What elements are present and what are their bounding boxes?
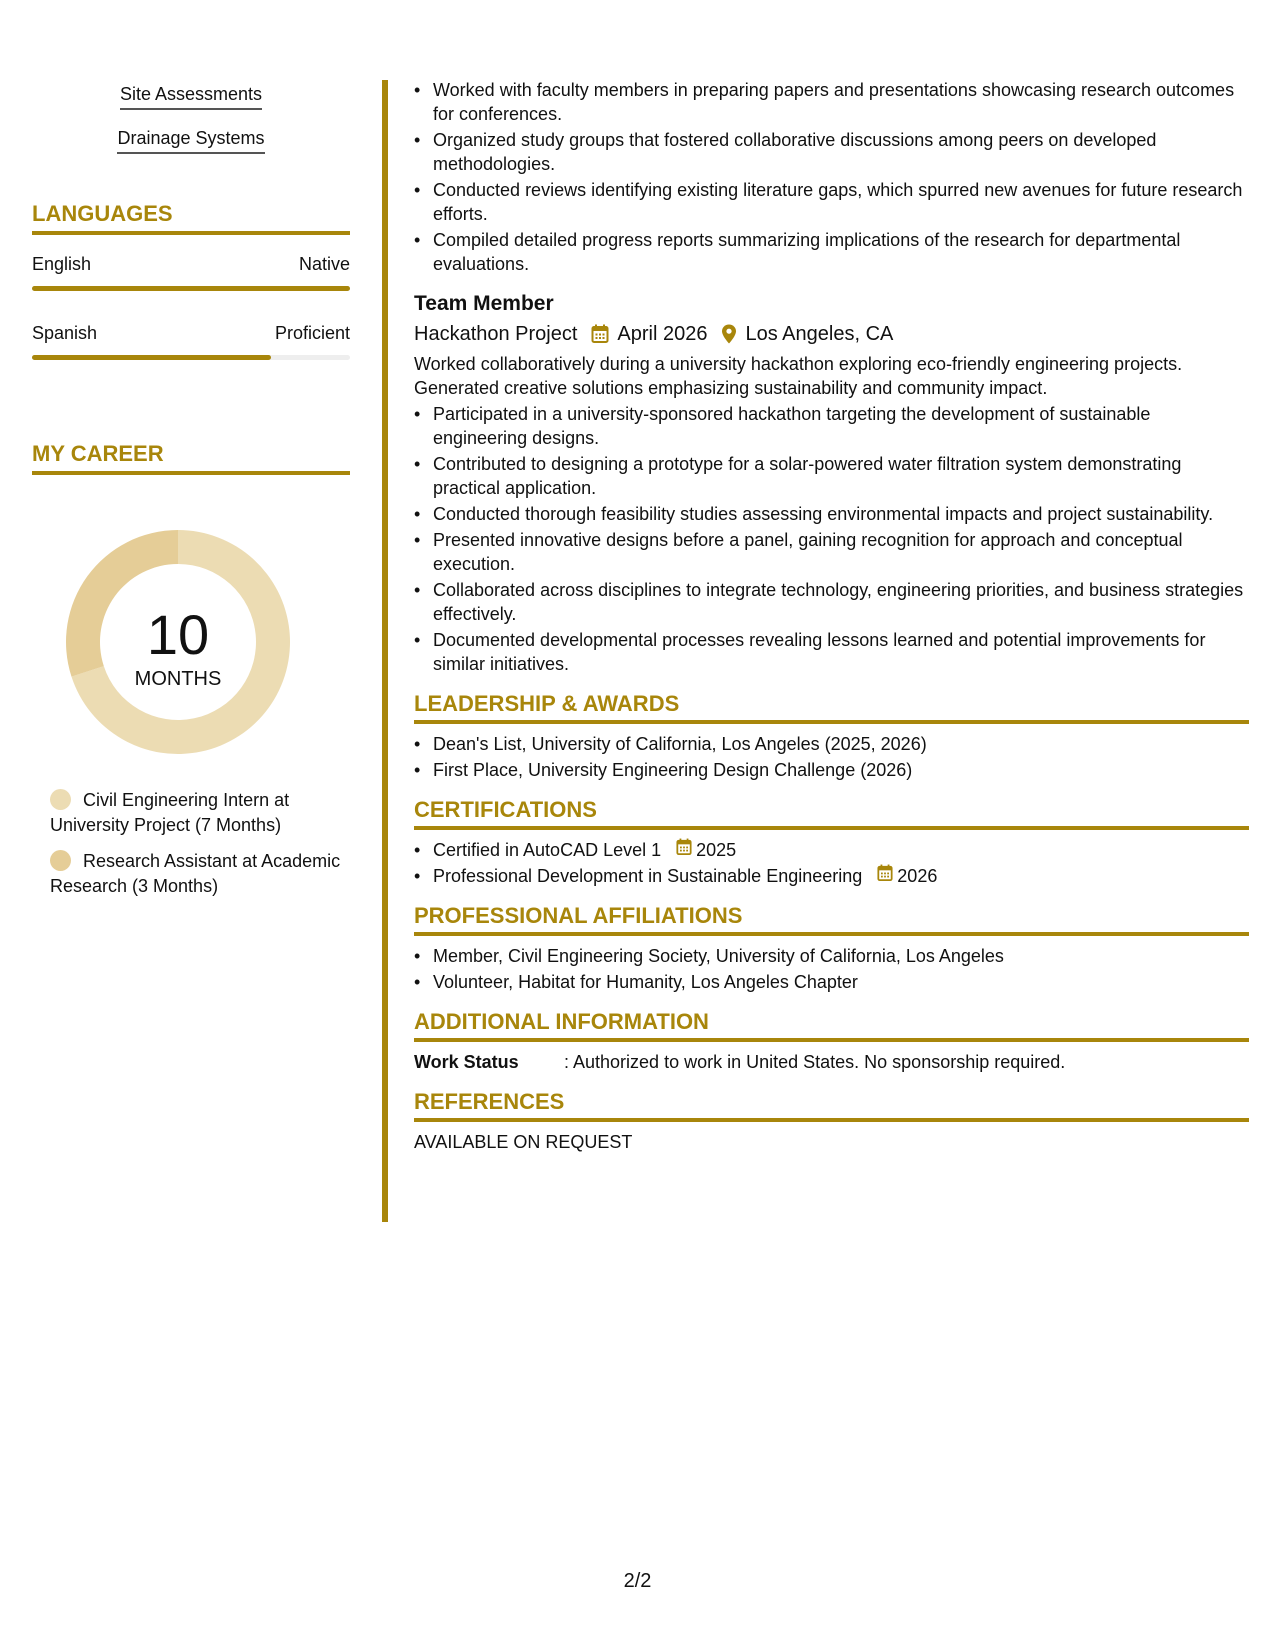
legend-label: Research Assistant at Academic Research (3 Months): [50, 851, 341, 896]
job-org: Hackathon Project: [414, 323, 578, 345]
job-meta: [414, 322, 1249, 346]
language-level: Native: [298, 254, 350, 274]
certification-date: 2025: [696, 840, 737, 860]
legend-dot: [50, 789, 71, 810]
skill-item: Site Assessments: [120, 84, 262, 110]
previous-job-bullets: [414, 78, 1249, 276]
certification-name: Professional Development in Sustainable Engineering: [433, 866, 863, 886]
job-date: April 2026: [617, 323, 708, 345]
skills-list: [32, 84, 350, 172]
skill-item: Drainage Systems: [117, 128, 264, 154]
additional-info-heading: ADDITIONAL INFORMATION: [414, 1010, 1249, 1042]
certifications-list: [414, 838, 1249, 888]
language-bar-fill: [32, 286, 350, 291]
career-unit: MONTHS: [134, 668, 222, 690]
affiliation-item: • Member, Civil Engineering Society, University of California, Los Angeles: [433, 944, 1249, 968]
job-summary: Worked collaboratively during a university hackathon exploring eco-friendly engineering projects. Generated creative solutions emphasizing sustainability and community impact.: [414, 354, 1183, 398]
job-bullets: [414, 402, 1249, 676]
bullet-item: • Compiled detailed progress reports summarizing implications of the research for departmental evaluations.: [433, 228, 1249, 276]
work-status-value: : Authorized to work in United States. No sponsorship required.: [564, 1052, 1066, 1072]
bullet-item: • Collaborated across disciplines to integrate technology, engineering priorities, and business strategies effectively.: [433, 578, 1249, 626]
legend-dot: [50, 850, 71, 871]
legend-label: Civil Engineering Intern at University Project (7 Months): [50, 790, 290, 835]
job-location: Los Angeles, CA: [745, 323, 894, 345]
bullet-item: • Documented developmental processes revealing lessons learned and potential improvements for similar initiatives.: [433, 628, 1249, 676]
bullet-item: • Contributed to designing a prototype for a solar-powered water filtration system demonstrating practical application.: [433, 452, 1249, 500]
career-total: 10: [146, 603, 210, 666]
award-item: • Dean's List, University of California, Los Angeles (2025, 2026): [433, 732, 1249, 756]
bullet-item: • Organized study groups that fostered collaborative discussions among peers on developed methodologies.: [433, 128, 1249, 176]
language-bar: [32, 286, 350, 291]
calendar-icon: [676, 838, 696, 862]
certification-date: 2026: [897, 866, 938, 886]
language-bar-fill: [32, 355, 271, 360]
bullet-item: • Conducted reviews identifying existing literature gaps, which spurred new avenues for future research efforts.: [433, 178, 1249, 226]
leadership-list: [414, 732, 1249, 782]
calendar-icon: [877, 864, 897, 888]
affiliation-item: • Volunteer, Habitat for Humanity, Los Angeles Chapter: [433, 970, 1249, 994]
affiliations-heading: PROFESSIONAL AFFILIATIONS: [414, 904, 1249, 936]
main-content: [414, 78, 1249, 1154]
career-legend-item: [50, 849, 350, 899]
language-bar: [32, 355, 350, 360]
bullet-item: • Presented innovative designs before a panel, gaining recognition for approach and conceptual execution.: [433, 528, 1249, 576]
location-pin-icon: [721, 324, 737, 344]
language-name: Spanish: [32, 323, 98, 343]
page-number: 2/2: [623, 1570, 652, 1592]
career-donut-chart: [66, 530, 290, 754]
work-status-label: Work Status: [414, 1052, 519, 1072]
languages-heading: LANGUAGES: [32, 201, 350, 235]
language-name: English: [32, 254, 92, 274]
career-heading: MY CAREER: [32, 441, 350, 475]
work-status-row: [414, 1050, 1249, 1074]
affiliations-list: [414, 944, 1249, 994]
references-heading: REFERENCES: [414, 1090, 1249, 1122]
bullet-item: • Participated in a university-sponsored hackathon targeting the development of sustainable engineering designs.: [433, 402, 1249, 450]
calendar-icon: [591, 324, 609, 344]
certification-name: Certified in AutoCAD Level 1: [433, 840, 662, 860]
certification-item: [433, 864, 1249, 888]
bullet-item: • Conducted thorough feasibility studies assessing environmental impacts and project sustainability.: [433, 502, 1249, 526]
certification-item: [433, 838, 1249, 862]
column-divider: [382, 80, 388, 1222]
certifications-heading: CERTIFICATIONS: [414, 798, 1249, 830]
references-text: AVAILABLE ON REQUEST: [414, 1132, 633, 1152]
job-title: Team Member: [414, 292, 554, 315]
language-level: Proficient: [274, 323, 350, 343]
award-item: • First Place, University Engineering Design Challenge (2026): [433, 758, 1249, 782]
leadership-heading: LEADERSHIP & AWARDS: [414, 692, 1249, 724]
career-legend-item: [50, 788, 350, 838]
bullet-item: • Worked with faculty members in preparing papers and presentations showcasing research outcomes for conferences.: [433, 78, 1249, 126]
